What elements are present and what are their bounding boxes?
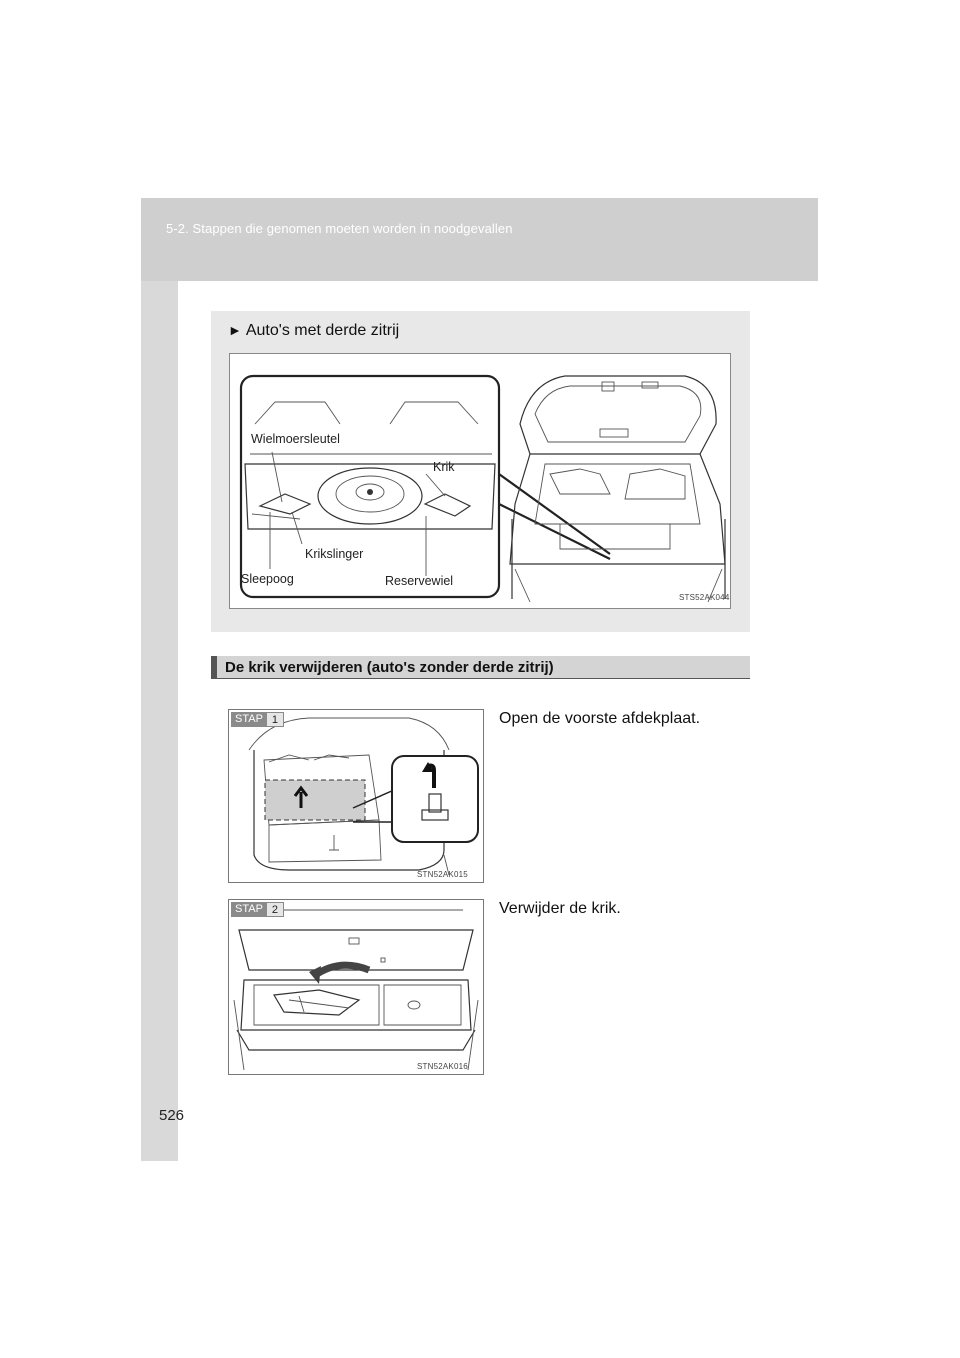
open-cover-illustration	[229, 710, 483, 882]
step-badge-number: 2	[267, 902, 284, 917]
section-heading	[211, 656, 750, 679]
figure-code: STS52AK044	[679, 593, 730, 602]
step-1-figure	[228, 709, 484, 883]
label-wheel-nut-wrench: Wielmoersleutel	[251, 432, 340, 446]
variant-title-text: Auto's met derde zitrij	[245, 322, 400, 339]
page-number: 526	[159, 1107, 185, 1124]
header-band	[141, 198, 818, 281]
step-badge-word: STAP	[231, 902, 267, 917]
step-2-badge	[231, 902, 284, 917]
side-band	[141, 281, 178, 1161]
step-badge-word: STAP	[231, 712, 267, 727]
step-1-badge	[231, 712, 284, 727]
trunk-illustration	[230, 354, 730, 608]
label-jack-handle: Krikslinger	[305, 547, 364, 561]
label-towing-eye: Sleepoog	[241, 572, 294, 586]
step-1-text: Open de voorste afdekplaat.	[499, 710, 701, 727]
remove-jack-illustration	[229, 900, 483, 1074]
section-header: 5-2. Stappen die genomen moeten worden in noodgevallen	[166, 221, 513, 236]
step-2-code: STN52AK016	[417, 1062, 468, 1071]
label-jack: Krik	[433, 460, 455, 474]
step-2-text: Verwijder de krik.	[499, 900, 621, 917]
trunk-overview-figure	[229, 353, 731, 609]
variant-title	[228, 322, 399, 340]
section-title: De krik verwijderen (auto's zonder derde zitrij)	[225, 659, 554, 676]
step-badge-number: 1	[267, 712, 284, 727]
triangle-bullet-icon: ►	[228, 322, 242, 338]
label-spare-wheel: Reservewiel	[385, 574, 454, 588]
step-1-code: STN52AK015	[417, 870, 468, 879]
step-2-figure	[228, 899, 484, 1075]
